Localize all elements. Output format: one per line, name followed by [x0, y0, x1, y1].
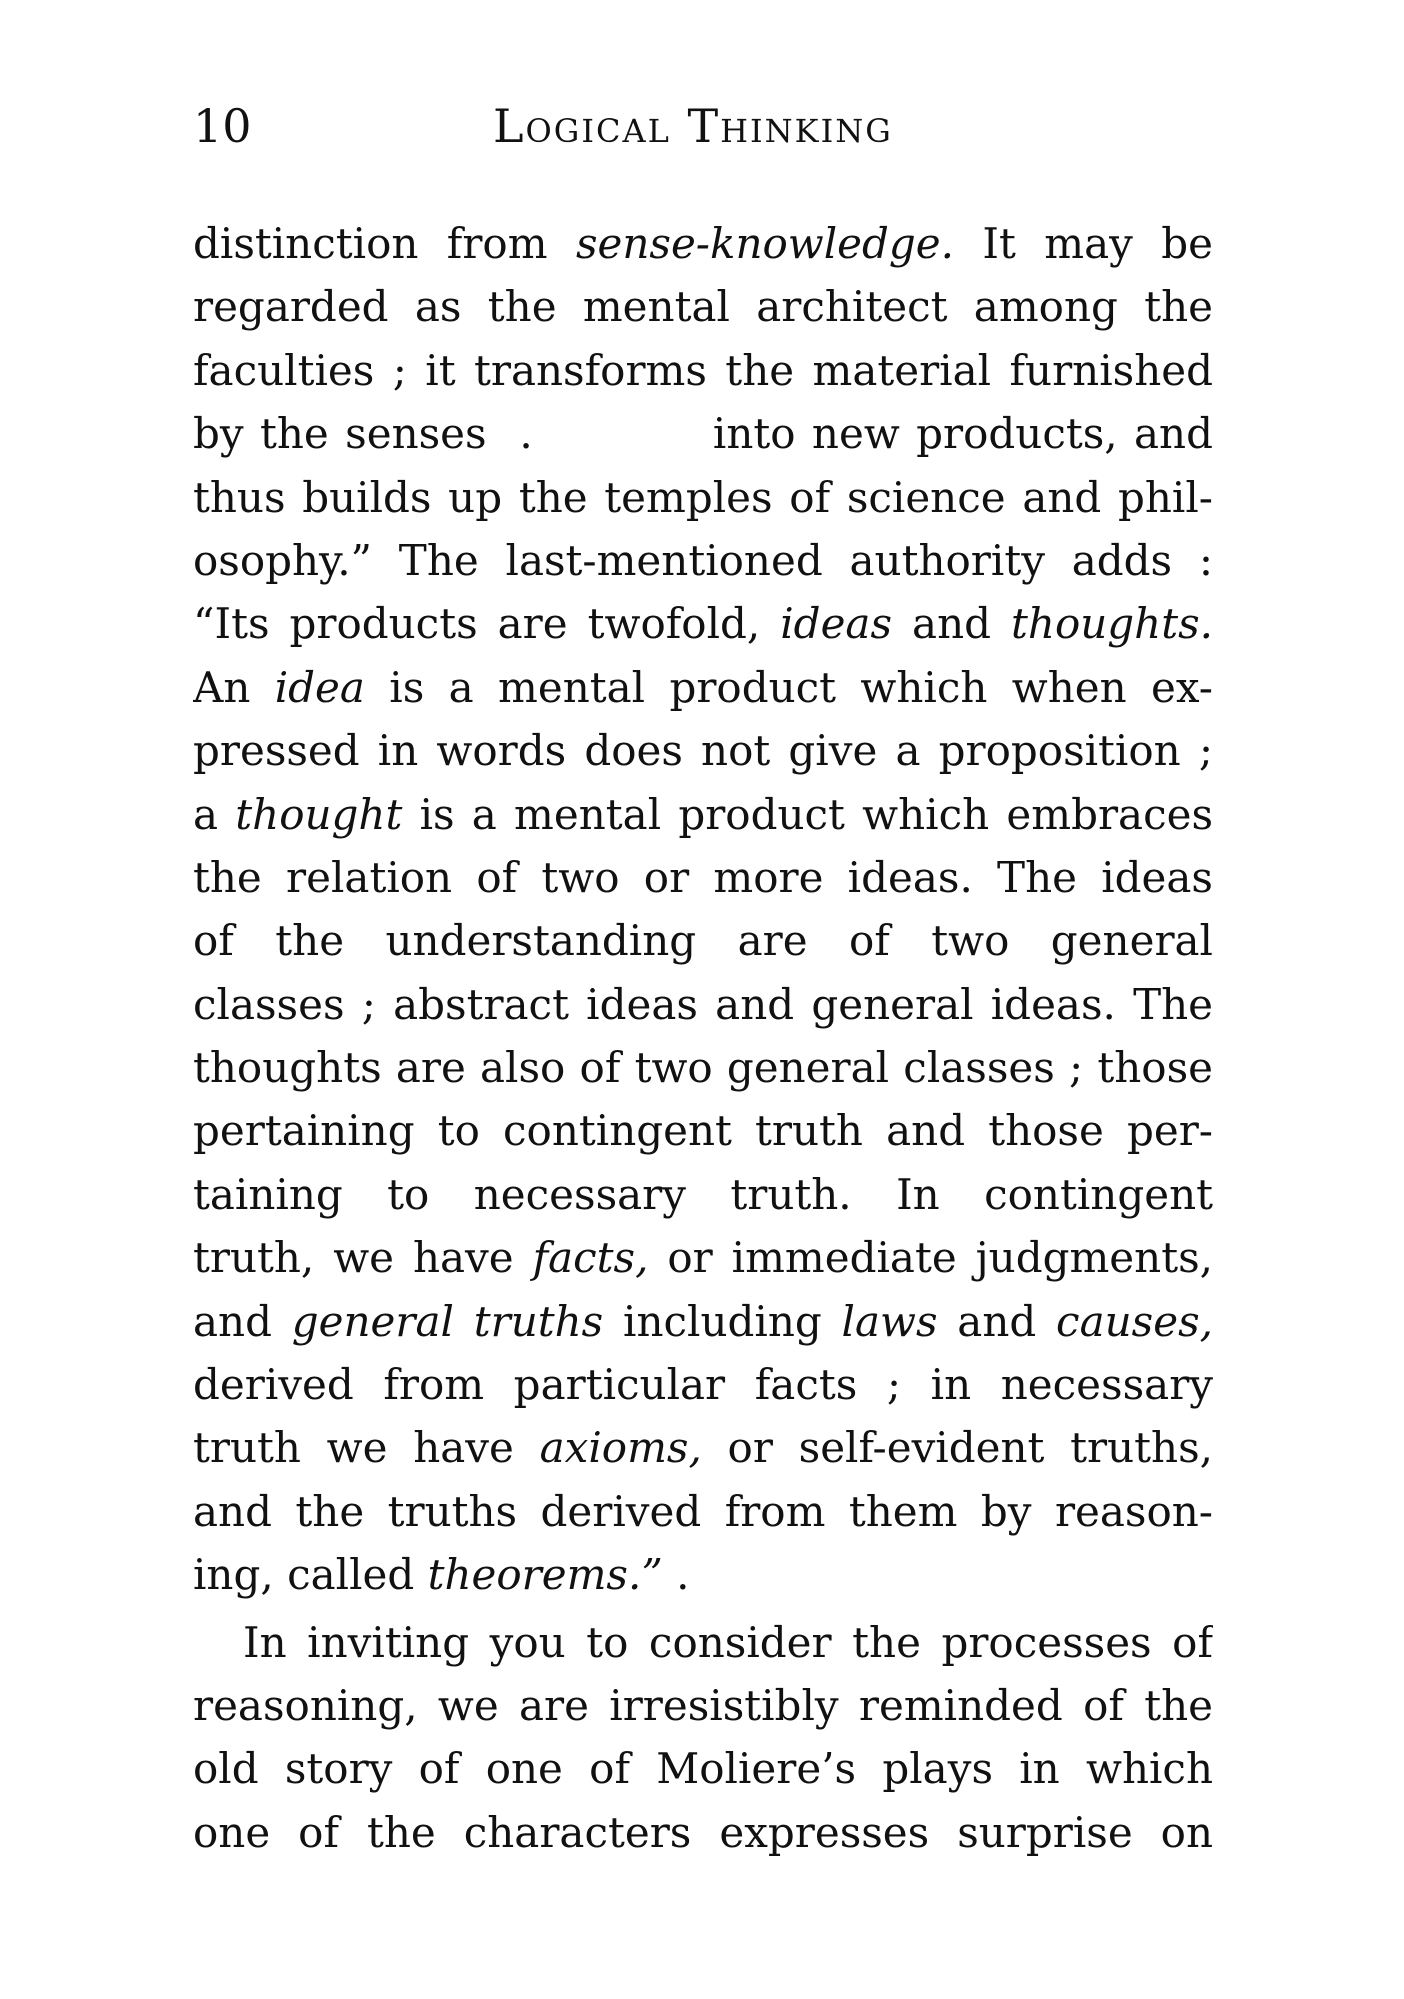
text-line: pressed in words does not give a proposition ; — [193, 726, 1213, 776]
text-line: of the understanding are of two general — [193, 916, 1213, 966]
text-line: the relation of two or more ideas. The ideas — [193, 852, 1213, 902]
text-line: truth, we have facts, or immediate judgments, — [193, 1233, 1213, 1283]
text-line: and the truths derived from them by reason- — [193, 1486, 1213, 1536]
text-line: “Its products are twofold, ideas and thoughts. — [193, 599, 1213, 649]
text-line: distinction from sense-knowledge. It may be — [193, 219, 1213, 268]
text-line: faculties ; it transforms the material furnished — [193, 345, 1213, 395]
text-line: a thought is a mental product which embraces — [193, 789, 1213, 839]
text-line: derived from particular facts ; in necessary — [193, 1360, 1213, 1410]
page-number: 10 — [193, 99, 252, 153]
text-line: by the senses . into new products, and — [193, 409, 1213, 459]
text-line: osophy.” The last-mentioned authority adds : — [193, 535, 1213, 585]
running-title: Logical Thinking — [493, 99, 893, 153]
text-line: truth we have axioms, or self-evident truths, — [193, 1423, 1213, 1473]
running-head — [193, 96, 1213, 156]
body-text — [193, 212, 1213, 1864]
text-line: thus builds up the temples of science and phil- — [193, 472, 1213, 522]
text-line: and general truths including laws and causes, — [193, 1296, 1213, 1346]
text-line: taining to necessary truth. In contingent — [193, 1169, 1213, 1219]
text-line: pertaining to contingent truth and those per- — [193, 1106, 1213, 1156]
text-line: reasoning, we are irresistibly reminded of the — [193, 1680, 1213, 1730]
paragraph-start-line: In inviting you to consider the processes of — [243, 1617, 1213, 1667]
text-line: one of the characters expresses surprise on — [193, 1807, 1213, 1857]
text-line: thoughts are also of two general classes ; those — [193, 1043, 1213, 1093]
text-line: classes ; abstract ideas and general ideas. The — [193, 979, 1213, 1029]
paragraph-end-line: ing, called theorems.” . — [193, 1550, 690, 1600]
text-line: old story of one of Moliere’s plays in which — [193, 1744, 1213, 1794]
text-line: An idea is a mental product which when ex- — [193, 662, 1213, 712]
text-line: regarded as the mental architect among the — [193, 282, 1213, 332]
